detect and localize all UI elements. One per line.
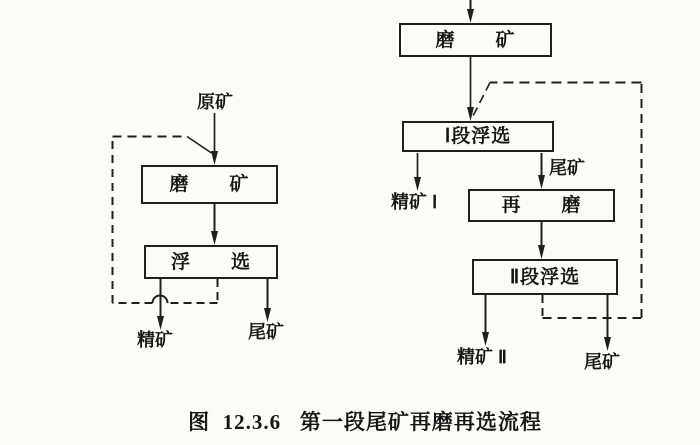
right-stage1-tailings-arrowhead [538, 175, 545, 189]
right-stage2-tailings-label: 尾矿 [584, 352, 620, 372]
right-recycle-diagonal [473, 83, 491, 118]
right-stage2-tailings-arrowhead [604, 337, 611, 351]
right-stage1-flotation-box: Ⅰ段浮选 [402, 121, 554, 152]
right-stage1-concentrate-arrowhead [414, 177, 421, 191]
right-regrind-box: 再 磨 [468, 189, 615, 222]
left-grind-to-flot-arrowhead [211, 231, 218, 245]
right-stage2-flotation-box: Ⅱ段浮选 [472, 259, 618, 295]
left-feed-arrowhead [211, 151, 218, 165]
right-regrind-to-stage2-arrowhead [538, 245, 545, 259]
left-grinding-box: 磨 矿 [141, 165, 278, 204]
left-tailings-label: 尾矿 [248, 322, 284, 342]
left-flotation-box: 浮 选 [144, 245, 278, 279]
right-grinding-box: 磨 矿 [399, 23, 552, 57]
figure-caption: 图 12.3.6 第一段尾矿再磨再选流程 [188, 410, 542, 434]
left-concentrate-arrowhead [157, 316, 164, 330]
right-grind-to-stage1-arrowhead [467, 107, 474, 121]
right-stage1-concentrate-label: 精矿 Ⅰ [391, 192, 438, 212]
left-recycle-diagonal [187, 137, 212, 154]
right-feed-arrowhead [467, 9, 474, 23]
left-tailings-arrowhead [264, 308, 271, 322]
right-stage2-concentrate-label: 精矿 Ⅱ [457, 347, 507, 367]
right-stage1-tailings-label: 尾矿 [549, 158, 585, 178]
left-concentrate-label: 精矿 [137, 330, 173, 350]
left-feed-label: 原矿 [197, 92, 233, 112]
right-stage2-concentrate-arrowhead [482, 332, 489, 346]
